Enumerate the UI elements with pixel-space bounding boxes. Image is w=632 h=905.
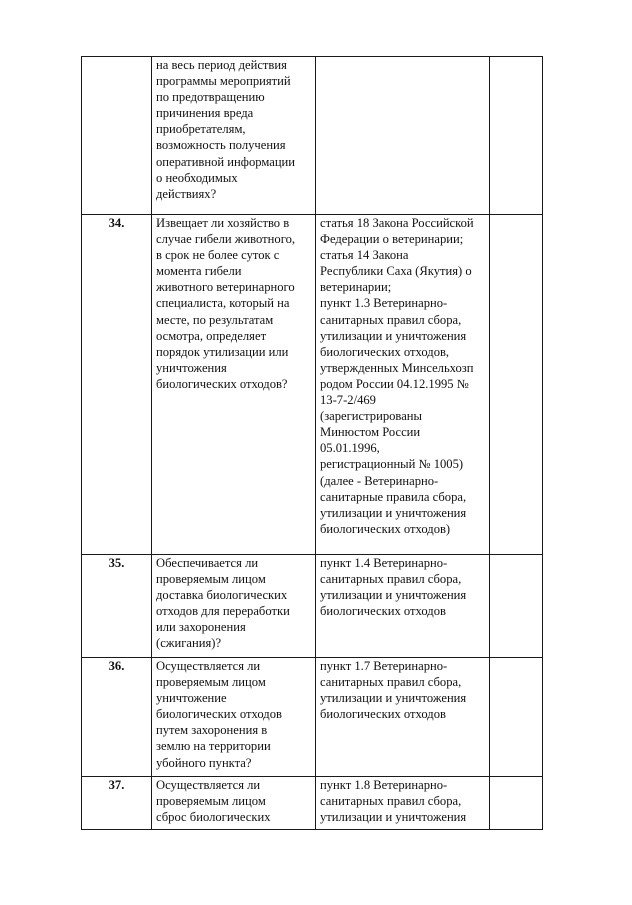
question-line: порядок утилизации или	[156, 344, 289, 359]
question-cell	[152, 658, 316, 777]
table-row	[82, 777, 543, 830]
law-line: санитарных правил сбора,	[320, 794, 462, 809]
question-line: проверяемым лицом	[156, 572, 266, 587]
question-cell	[152, 57, 316, 215]
note-cell	[490, 777, 543, 830]
note-cell	[490, 57, 543, 215]
law-line: утилизации и уничтожения	[320, 328, 467, 343]
law-line: санитарных правил сбора,	[320, 675, 462, 690]
question-cell	[152, 215, 316, 555]
question-line: приобретателям,	[156, 122, 246, 137]
question-line: проверяемым лицом	[156, 794, 266, 809]
question-line: путем захоронения в	[156, 723, 268, 738]
law-line: утвержденных Минсельхозп	[320, 360, 474, 375]
question-line: о необходимых	[156, 170, 238, 185]
law-line: санитарных правил сбора,	[320, 572, 462, 587]
table-row	[82, 215, 543, 555]
law-reference-cell	[316, 658, 490, 777]
row-number-cell	[82, 57, 152, 215]
law-line: санитарных правил сбора,	[320, 312, 462, 327]
law-line: биологических отходов)	[320, 521, 451, 536]
question-line: момента гибели	[156, 264, 242, 279]
question-line: Осуществляется ли	[156, 659, 261, 673]
law-line: утилизации и уничтожения	[320, 588, 467, 603]
law-reference-cell	[316, 777, 490, 830]
question-line: Обеспечивается ли	[156, 556, 259, 570]
question-line: возможность получения	[156, 138, 286, 153]
law-line: утилизации и уничтожения	[320, 691, 467, 706]
law-line: пункт 1.7 Ветеринарно-	[320, 659, 448, 673]
question-line: Извещает ли хозяйство в	[156, 216, 290, 230]
question-line: уничтожения	[156, 360, 227, 375]
question-cell	[152, 555, 316, 658]
question-line: программы мероприятий	[156, 74, 291, 89]
question-line: действиях?	[156, 186, 217, 201]
checklist-table-body	[82, 57, 543, 830]
law-line: Республики Саха (Якутия) о	[320, 264, 472, 279]
law-line: пункт 1.3 Ветеринарно-	[320, 296, 448, 311]
note-cell	[490, 215, 543, 555]
question-line: животного ветеринарного	[156, 280, 295, 295]
law-reference-cell	[316, 57, 490, 215]
question-line: Осуществляется ли	[156, 778, 261, 792]
table-row	[82, 555, 543, 658]
question-line: проверяемым лицом	[156, 675, 266, 690]
question-cell	[152, 777, 316, 830]
question-line: по предотвращению	[156, 90, 265, 105]
question-line: убойного пункта?	[156, 755, 252, 770]
law-line: регистрационный № 1005)	[320, 457, 464, 472]
law-line: утилизации и уничтожения	[320, 505, 467, 520]
law-line: Минюстом России	[320, 425, 421, 440]
row-number-cell: 37.	[82, 777, 152, 830]
law-line: 05.01.1996,	[320, 441, 380, 456]
law-reference-cell	[316, 555, 490, 658]
law-line: статья 14 Закона	[320, 248, 409, 263]
law-line: пункт 1.8 Ветеринарно-	[320, 778, 448, 792]
question-line: месте, по результатам	[156, 312, 274, 327]
note-cell	[490, 658, 543, 777]
question-line: или захоронения	[156, 620, 246, 635]
law-line: санитарные правила сбора,	[320, 489, 467, 504]
law-line: (зарегистрированы	[320, 409, 422, 424]
question-line: случае гибели животного,	[156, 232, 296, 247]
question-line: биологических отходов	[156, 707, 282, 722]
row-number-cell: 36.	[82, 658, 152, 777]
law-line: родом России 04.12.1995 №	[320, 376, 469, 391]
table-row	[82, 57, 543, 215]
question-line: в срок не более суток с	[156, 248, 280, 263]
question-line: (сжигания)?	[156, 636, 222, 651]
question-line: специалиста, который на	[156, 296, 290, 311]
question-line: причинения вреда	[156, 106, 254, 121]
table-row	[82, 658, 543, 777]
question-line: землю на территории	[156, 739, 271, 754]
row-number-cell: 34.	[82, 215, 152, 555]
question-line: осмотра, определяет	[156, 328, 267, 343]
question-line: оперативной информации	[156, 154, 296, 169]
question-line: доставка биологических	[156, 588, 288, 603]
question-line: биологических отходов?	[156, 376, 288, 391]
law-line: утилизации и уничтожения	[320, 810, 467, 825]
law-line: биологических отходов,	[320, 344, 450, 359]
law-reference-cell	[316, 215, 490, 555]
note-cell	[490, 555, 543, 658]
question-line: на весь период действия	[156, 58, 287, 72]
question-line: сброс биологических	[156, 810, 271, 825]
question-line: уничтожение	[156, 691, 227, 706]
law-line: биологических отходов	[320, 604, 446, 619]
law-line: (далее - Ветеринарно-	[320, 473, 439, 488]
law-line: 13-7-2/469	[320, 393, 376, 408]
law-line: Федерации о ветеринарии;	[320, 232, 464, 247]
law-line: пункт 1.4 Ветеринарно-	[320, 556, 448, 570]
checklist-table	[81, 56, 543, 830]
row-number-cell: 35.	[82, 555, 152, 658]
law-line: статья 18 Закона Российской	[320, 216, 474, 230]
question-line: отходов для переработки	[156, 604, 290, 619]
law-line: ветеринарии;	[320, 280, 392, 295]
law-line: биологических отходов	[320, 707, 446, 722]
